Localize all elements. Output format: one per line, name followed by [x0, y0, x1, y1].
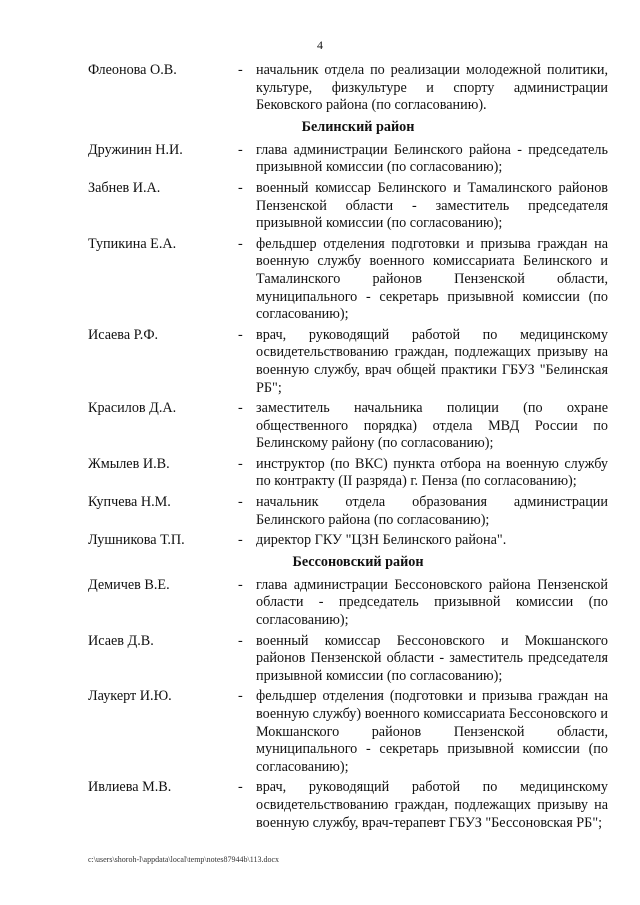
- page-number: 4: [317, 38, 323, 52]
- member-position: врач, руководящий работой по медицинскому освидетельствованию граждан, подлежащих призыву на военную службу, врач общей практики ГБУЗ "Белинская РБ";: [256, 326, 608, 396]
- member-position: военный комиссар Белинского и Тамалинского районов Пензенской области - заместитель председателя призывной комиссии (по согласованию);: [256, 179, 608, 232]
- dash-separator: -: [238, 141, 243, 158]
- commission-member-row: [88, 400, 608, 453]
- commission-member-row: [88, 494, 608, 529]
- member-name: Флеонова О.В.: [88, 62, 177, 78]
- commission-member-row: [88, 62, 608, 115]
- commission-member-row: [88, 779, 608, 832]
- member-position: фельдшер отделения (подготовки и призыва граждан на военную службу) военного комиссариата Бессоновского и Мокшанского районов Пензенской области, муниципального - секретарь призывной комиссии (по согласованию);: [256, 688, 608, 775]
- member-position: инструктор (по ВКС) пункта отбора на военную службу по контракту (II разряда) г. Пенза (по согласованию);: [256, 455, 608, 490]
- member-name: Лаукерт И.Ю.: [88, 688, 172, 705]
- commission-member-row: [88, 456, 608, 491]
- member-name: Дружинин Н.И.: [88, 141, 183, 158]
- member-name: Ивлиева М.В.: [88, 779, 172, 796]
- dash-separator: -: [238, 455, 243, 472]
- member-name: Демичев В.Е.: [88, 576, 170, 593]
- commission-member-row: [88, 532, 608, 550]
- commission-member-row: [88, 180, 608, 233]
- dash-separator: -: [238, 326, 243, 343]
- member-name: Исаев Д.В.: [88, 632, 154, 649]
- section-heading: Бессоновский район: [292, 553, 424, 570]
- commission-member-row: [88, 142, 608, 177]
- commission-member-row: [88, 688, 608, 776]
- dash-separator: -: [238, 179, 243, 196]
- member-position: врач, руководящий работой по медицинскому освидетельствованию граждан, подлежащих призыву на военную службу, врач-терапевт ГБУЗ "Бессоновская РБ";: [256, 779, 608, 831]
- commission-member-row: [88, 327, 608, 397]
- member-position: директор ГКУ "ЦЗН Белинского района".: [256, 532, 507, 549]
- member-name: Тупикина Е.А.: [88, 235, 177, 252]
- member-name: Купчева Н.М.: [88, 494, 171, 511]
- footer-file-path: c:\users\shoroh-l\appdata\local\temp\notes87944b\113.docx: [88, 855, 279, 864]
- dash-separator: -: [238, 532, 243, 549]
- member-name: Забнев И.А.: [88, 179, 161, 196]
- dash-separator: -: [238, 576, 243, 593]
- dash-separator: -: [238, 632, 243, 649]
- dash-separator: -: [238, 779, 243, 796]
- commission-member-row: [88, 236, 608, 324]
- dash-separator: -: [238, 400, 243, 417]
- member-position: глава администрации Бессоновского района Пензенской области - председатель призывной комиссии (по согласованию);: [256, 576, 608, 629]
- dash-separator: -: [238, 688, 243, 705]
- member-position: заместитель начальника полиции (по охране общественного порядка) отдела МВД России по Белинскому району (по согласованию);: [256, 400, 608, 452]
- document-body: [88, 62, 608, 835]
- dash-separator: -: [238, 235, 243, 252]
- dash-separator: -: [238, 494, 243, 511]
- member-name: Исаева Р.Ф.: [88, 326, 159, 343]
- member-position: военный комиссар Бессоновского и Мокшанского районов Пензенской области - заместитель председателя призывной комиссии (по согласованию);: [256, 632, 608, 684]
- member-position: фельдшер отделения подготовки и призыва граждан на военную службу военного комиссариата Белинского и Тамалинского районов Пензенской области, муниципального - секретарь призывной комиссии (по согласованию);: [256, 235, 608, 323]
- section-heading: Белинский район: [301, 118, 415, 135]
- commission-member-row: [88, 577, 608, 630]
- member-name: Красилов Д.А.: [88, 400, 177, 417]
- commission-member-row: [88, 633, 608, 686]
- member-name: Жмылев И.В.: [88, 455, 170, 472]
- dash-separator: -: [238, 62, 243, 78]
- member-position: начальник отдела по реализации молодежной политики, культуре, физкультуре и спорту администрации Бековского района (по согласованию).: [256, 62, 608, 114]
- member-name: Лушникова Т.П.: [88, 532, 185, 549]
- member-position: начальник отдела образования администрации Белинского района (по согласованию);: [256, 494, 608, 528]
- member-position: глава администрации Белинского района - председатель призывной комиссии (по согласованию);: [256, 141, 608, 176]
